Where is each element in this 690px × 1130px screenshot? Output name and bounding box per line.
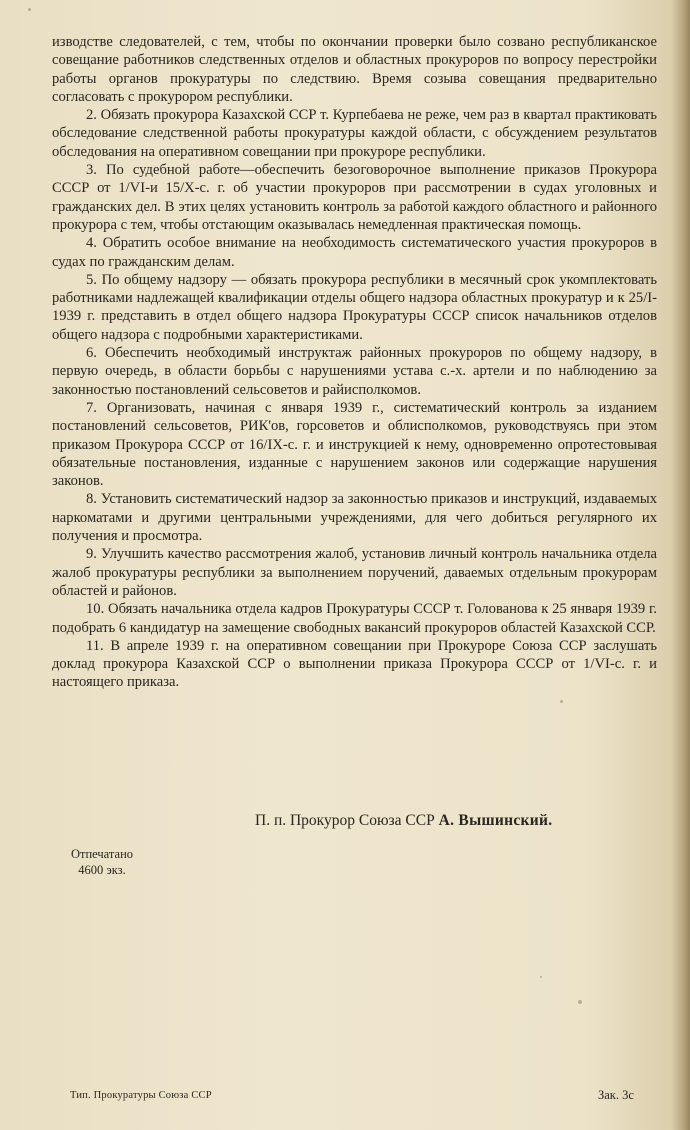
paragraph-2: 2. Обязать прокурора Казахской ССР т. Курпебаева не реже, чем раз в квартал практиковать обследование следственной работы прокуратуры каждой области, с обсуждением результатов обследования на оперативном совещании при прокуроре республики.	[52, 107, 657, 160]
print-run-note	[52, 846, 152, 878]
order-number: Зак. 3с	[598, 1088, 634, 1102]
paragraph-5: 5. По общему надзору — обязать прокурора республики в месячный срок укомплектовать работниками надлежащей квалификации отделы общего надзора областных прокуратур и к 25/I-1939 г. представить в отдел общего надзора Прокуратуры СССР список начальников отделов общего надзора с подробными характеристиками.	[52, 271, 657, 343]
printer-imprint: Тип. Прокуратуры Союза ССР	[70, 1090, 212, 1101]
paper-speck	[560, 700, 563, 703]
paragraph-6: 6. Обеспечить необходимый инструктаж районных прокуроров по общему надзору, в первую очередь, в области борьбы с нарушениями устава с.-х. артели и по наблюдению за законностью постановлений сельсоветов и райисполкомов.	[52, 345, 657, 398]
print-run-count: 4600 экз.	[78, 863, 126, 877]
page-edge-shadow	[672, 0, 690, 1130]
paper-speck	[540, 976, 542, 978]
paragraph-9: 9. Улучшить качество рассмотрения жалоб, установив личный контроль начальника отдела жалоб прокуратуры республики за выполнением поручений, даваемых отдельным прокурорам областей и районов.	[52, 546, 657, 599]
order-text	[52, 33, 657, 692]
paragraph-8: 8. Установить систематический надзор за законностью приказов и инструкций, издаваемых наркоматами и другими центральными учреждениями, для чего добиться регулярного их получения и просмотра.	[52, 491, 657, 545]
print-run-label: Отпечатано	[70, 847, 134, 861]
paragraph-4: 4. Обратить особое внимание на необходимость систематического участия прокуроров в судах по гражданским делам.	[52, 235, 657, 270]
signature-title: П. п. Прокурор Союза ССР	[255, 812, 435, 829]
paragraph-11: 11. В апреле 1939 г. на оперативном совещании при Прокуроре Союза ССР заслушать доклад прокурора Казахской ССР о выполнении приказа Прокурора СССР от 1/VI-с. г. и настоящего приказа.	[52, 637, 657, 691]
signature-line	[255, 812, 552, 830]
paper-speck	[578, 1000, 582, 1004]
paragraph-3: 3. По судебной работе—обеспечить безоговорочное выполнение приказов Прокурора СССР от 1/VI-и 15/X-с. г. об участии прокуроров при рассмотрении в судах уголовных и гражданских дел. В этих целях установить контроль за работой каждого областного и районного прокурора с тем, чтобы отстающим оказывалась немедленная практическая помощь.	[52, 162, 657, 233]
signature-name: А. Вышинский.	[438, 812, 553, 829]
paper-speck	[28, 8, 31, 11]
paragraph-continuation: изводстве следователей, с тем, чтобы по окончании проверки было созвано республиканское совещание работников следственных отделов и областных прокуроров по вопросу перестройки работы органов прокуратуры по следствию. Время созыва совещания предварительно согласовать с прокурором республики.	[52, 34, 657, 105]
paragraph-10: 10. Обязать начальника отдела кадров Прокуратуры СССР т. Голованова к 25 января 1939 г. подобрать 6 кандидатур на замещение свободных вакансий прокуроров областей Казахской ССР.	[52, 601, 657, 636]
paragraph-7: 7. Организовать, начиная с января 1939 г., систематический контроль за изданием постановлений сельсоветов, РИК'ов, горсоветов и облисполкомов, руководствуясь при этом приказом Прокурора СССР от 16/IX-с. г. и инструкцией к нему, одновременно опротестовывая обязательные постановления, изданные с нарушением законов или содержащие нарушения законов.	[52, 399, 657, 490]
